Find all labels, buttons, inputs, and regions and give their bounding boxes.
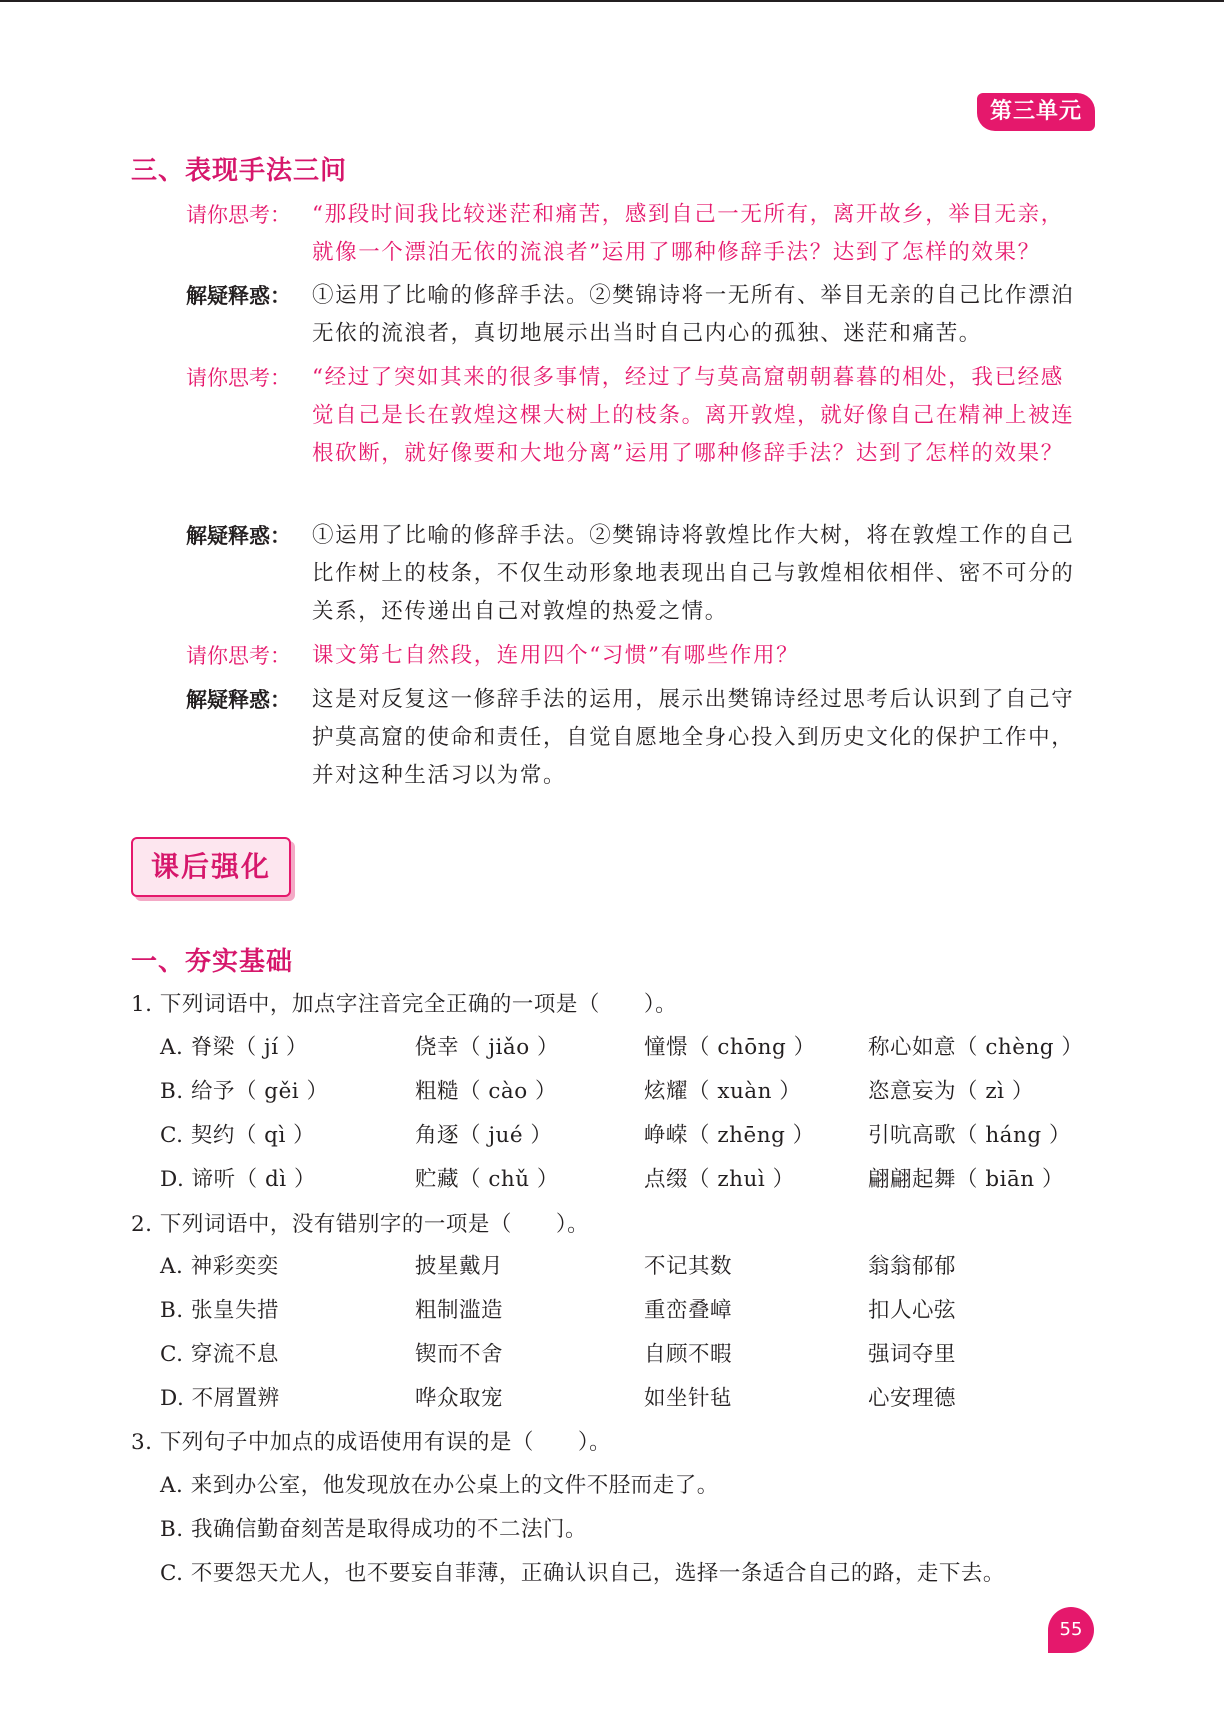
after-class-title: 课后强化 xyxy=(150,850,271,883)
q2-option-b-3: 重峦叠嶂 xyxy=(644,1298,733,1323)
page-number: 55 xyxy=(1048,1607,1094,1653)
q1-option-d-2: 贮藏（ chǔ ） xyxy=(415,1167,559,1192)
q1-option-c-1: C. 契约（ qì ） xyxy=(160,1123,316,1148)
q1-option-b-2: 粗糙（ cào ） xyxy=(415,1079,557,1104)
think-label: 请你思考： xyxy=(186,366,291,390)
section-3-title-text: 三、表现手法三问 xyxy=(131,156,348,186)
q1-option-d-3: 点缀（ zhuì ） xyxy=(644,1167,795,1192)
q3-option-a: A. 来到办公室，他发现放在办公桌上的文件不胫而走了。 xyxy=(160,1473,719,1498)
answer-text: ①运用了比喻的修辞手法。②樊锦诗将敦煌比作大树，将在敦煌工作的自己比作树上的枝条，不仅生动形象地表现出自己与敦煌相依相伴、密不可分的关系，还传递出自己对敦煌的热爱之情。 xyxy=(312,523,1075,624)
q2-option-a-3: 不记其数 xyxy=(644,1254,733,1279)
question-3-stem: 3. 下列句子中加点的成语使用有误的是（ ）。 xyxy=(131,1430,612,1455)
q2-option-a-2: 披星戴月 xyxy=(415,1254,504,1279)
q2-option-b-1: B. 张皇失措 xyxy=(160,1298,279,1323)
q1-option-b-3: 炫耀（ xuàn ） xyxy=(644,1079,802,1104)
q1-option-a-1: A. 脊梁（ jí ） xyxy=(160,1035,308,1060)
question-2-stem: 2. 下列词语中，没有错别字的一项是（ ）。 xyxy=(131,1212,590,1237)
answer-label: 解疑释惑： xyxy=(186,688,291,712)
answer-block-2 xyxy=(186,517,1086,631)
q1-option-d-1: D. 谛听（ dì ） xyxy=(160,1167,316,1192)
q2-option-d-1: D. 不屑置辨 xyxy=(160,1386,280,1411)
q2-option-d-4: 心安理德 xyxy=(868,1386,957,1411)
section-1-title-text: 一、夯实基础 xyxy=(131,947,294,977)
q3-option-c: C. 不要怨天尤人，也不要妄自菲薄，正确认识自己，选择一条适合自己的路，走下去。 xyxy=(160,1561,1005,1586)
think-label: 请你思考： xyxy=(186,203,291,227)
unit-badge: 第三单元 xyxy=(977,93,1095,131)
q2-option-c-3: 自顾不暇 xyxy=(644,1342,733,1367)
answer-label: 解疑释惑： xyxy=(186,284,291,308)
answer-text: ①运用了比喻的修辞手法。②樊锦诗将一无所有、举目无亲的自己比作漂泊无依的流浪者，真切地展示出当时自己内心的孤独、迷茫和痛苦。 xyxy=(312,283,1075,346)
answer-block-3 xyxy=(186,681,1086,795)
think-block-1 xyxy=(186,196,1086,272)
top-border-line xyxy=(0,0,1224,2)
think-block-3 xyxy=(186,637,1086,675)
think-text: “那段时间我比较迷茫和痛苦，感到自己一无所有，离开故乡，举目无亲，就像一个漂泊无依的流浪者”运用了哪种修辞手法？达到了怎样的效果？ xyxy=(312,202,1064,265)
q2-option-b-2: 粗制滥造 xyxy=(415,1298,504,1323)
answer-block-1 xyxy=(186,277,1086,353)
q1-option-c-2: 角逐（ jué ） xyxy=(415,1123,553,1148)
think-text: “经过了突如其来的很多事情，经过了与莫高窟朝朝暮暮的相处，我已经感觉自己是长在敦煌这棵大树上的枝条。离开敦煌，就好像自己在精神上被连根砍断，就好像要和大地分离”运用了哪种修辞手法？达到了怎样的效果？ xyxy=(312,365,1075,466)
question-1-stem: 1. 下列词语中，加点字注音完全正确的一项是（ ）。 xyxy=(131,992,678,1017)
section-1-title xyxy=(131,941,293,978)
q1-option-d-4: 翩翩起舞（ biān ） xyxy=(868,1167,1064,1192)
answer-label: 解疑释惑： xyxy=(186,524,291,548)
q2-option-d-2: 哗众取宠 xyxy=(415,1386,504,1411)
answer-text: 这是对反复这一修辞手法的运用，展示出樊锦诗经过思考后认识到了自己守护莫高窟的使命和责任，自觉自愿地全身心投入到历史文化的保护工作中，并对这种生活习以为常。 xyxy=(312,687,1075,788)
q1-option-a-3: 憧憬（ chōng ） xyxy=(644,1035,816,1060)
q2-option-b-4: 扣人心弦 xyxy=(868,1298,957,1323)
after-class-header xyxy=(131,837,291,897)
think-label: 请你思考： xyxy=(186,644,291,668)
q1-option-c-3: 峥嵘（ zhēng ） xyxy=(644,1123,815,1148)
q2-option-c-1: C. 穿流不息 xyxy=(160,1342,279,1367)
q2-option-c-2: 锲而不舍 xyxy=(415,1342,504,1367)
q1-option-b-1: B. 给予（ gěi ） xyxy=(160,1079,329,1104)
q1-option-a-2: 侥幸（ jiǎo ） xyxy=(415,1035,559,1060)
q1-option-c-4: 引吭高歌（ háng ） xyxy=(868,1123,1071,1148)
q3-option-b: B. 我确信勤奋刻苦是取得成功的不二法门。 xyxy=(160,1517,587,1542)
q1-option-a-4: 称心如意（ chèng ） xyxy=(868,1035,1084,1060)
section-3-title xyxy=(131,150,347,187)
q1-option-b-4: 恣意妄为（ zì ） xyxy=(868,1079,1034,1104)
q2-option-d-3: 如坐针毡 xyxy=(644,1386,733,1411)
q2-option-a-4: 翁翁郁郁 xyxy=(868,1254,957,1279)
think-block-2 xyxy=(186,359,1086,473)
q2-option-c-4: 强词夺里 xyxy=(868,1342,957,1367)
q2-option-a-1: A. 神彩奕奕 xyxy=(160,1254,279,1279)
think-text: 课文第七自然段，连用四个“习惯”有哪些作用？ xyxy=(312,643,800,668)
